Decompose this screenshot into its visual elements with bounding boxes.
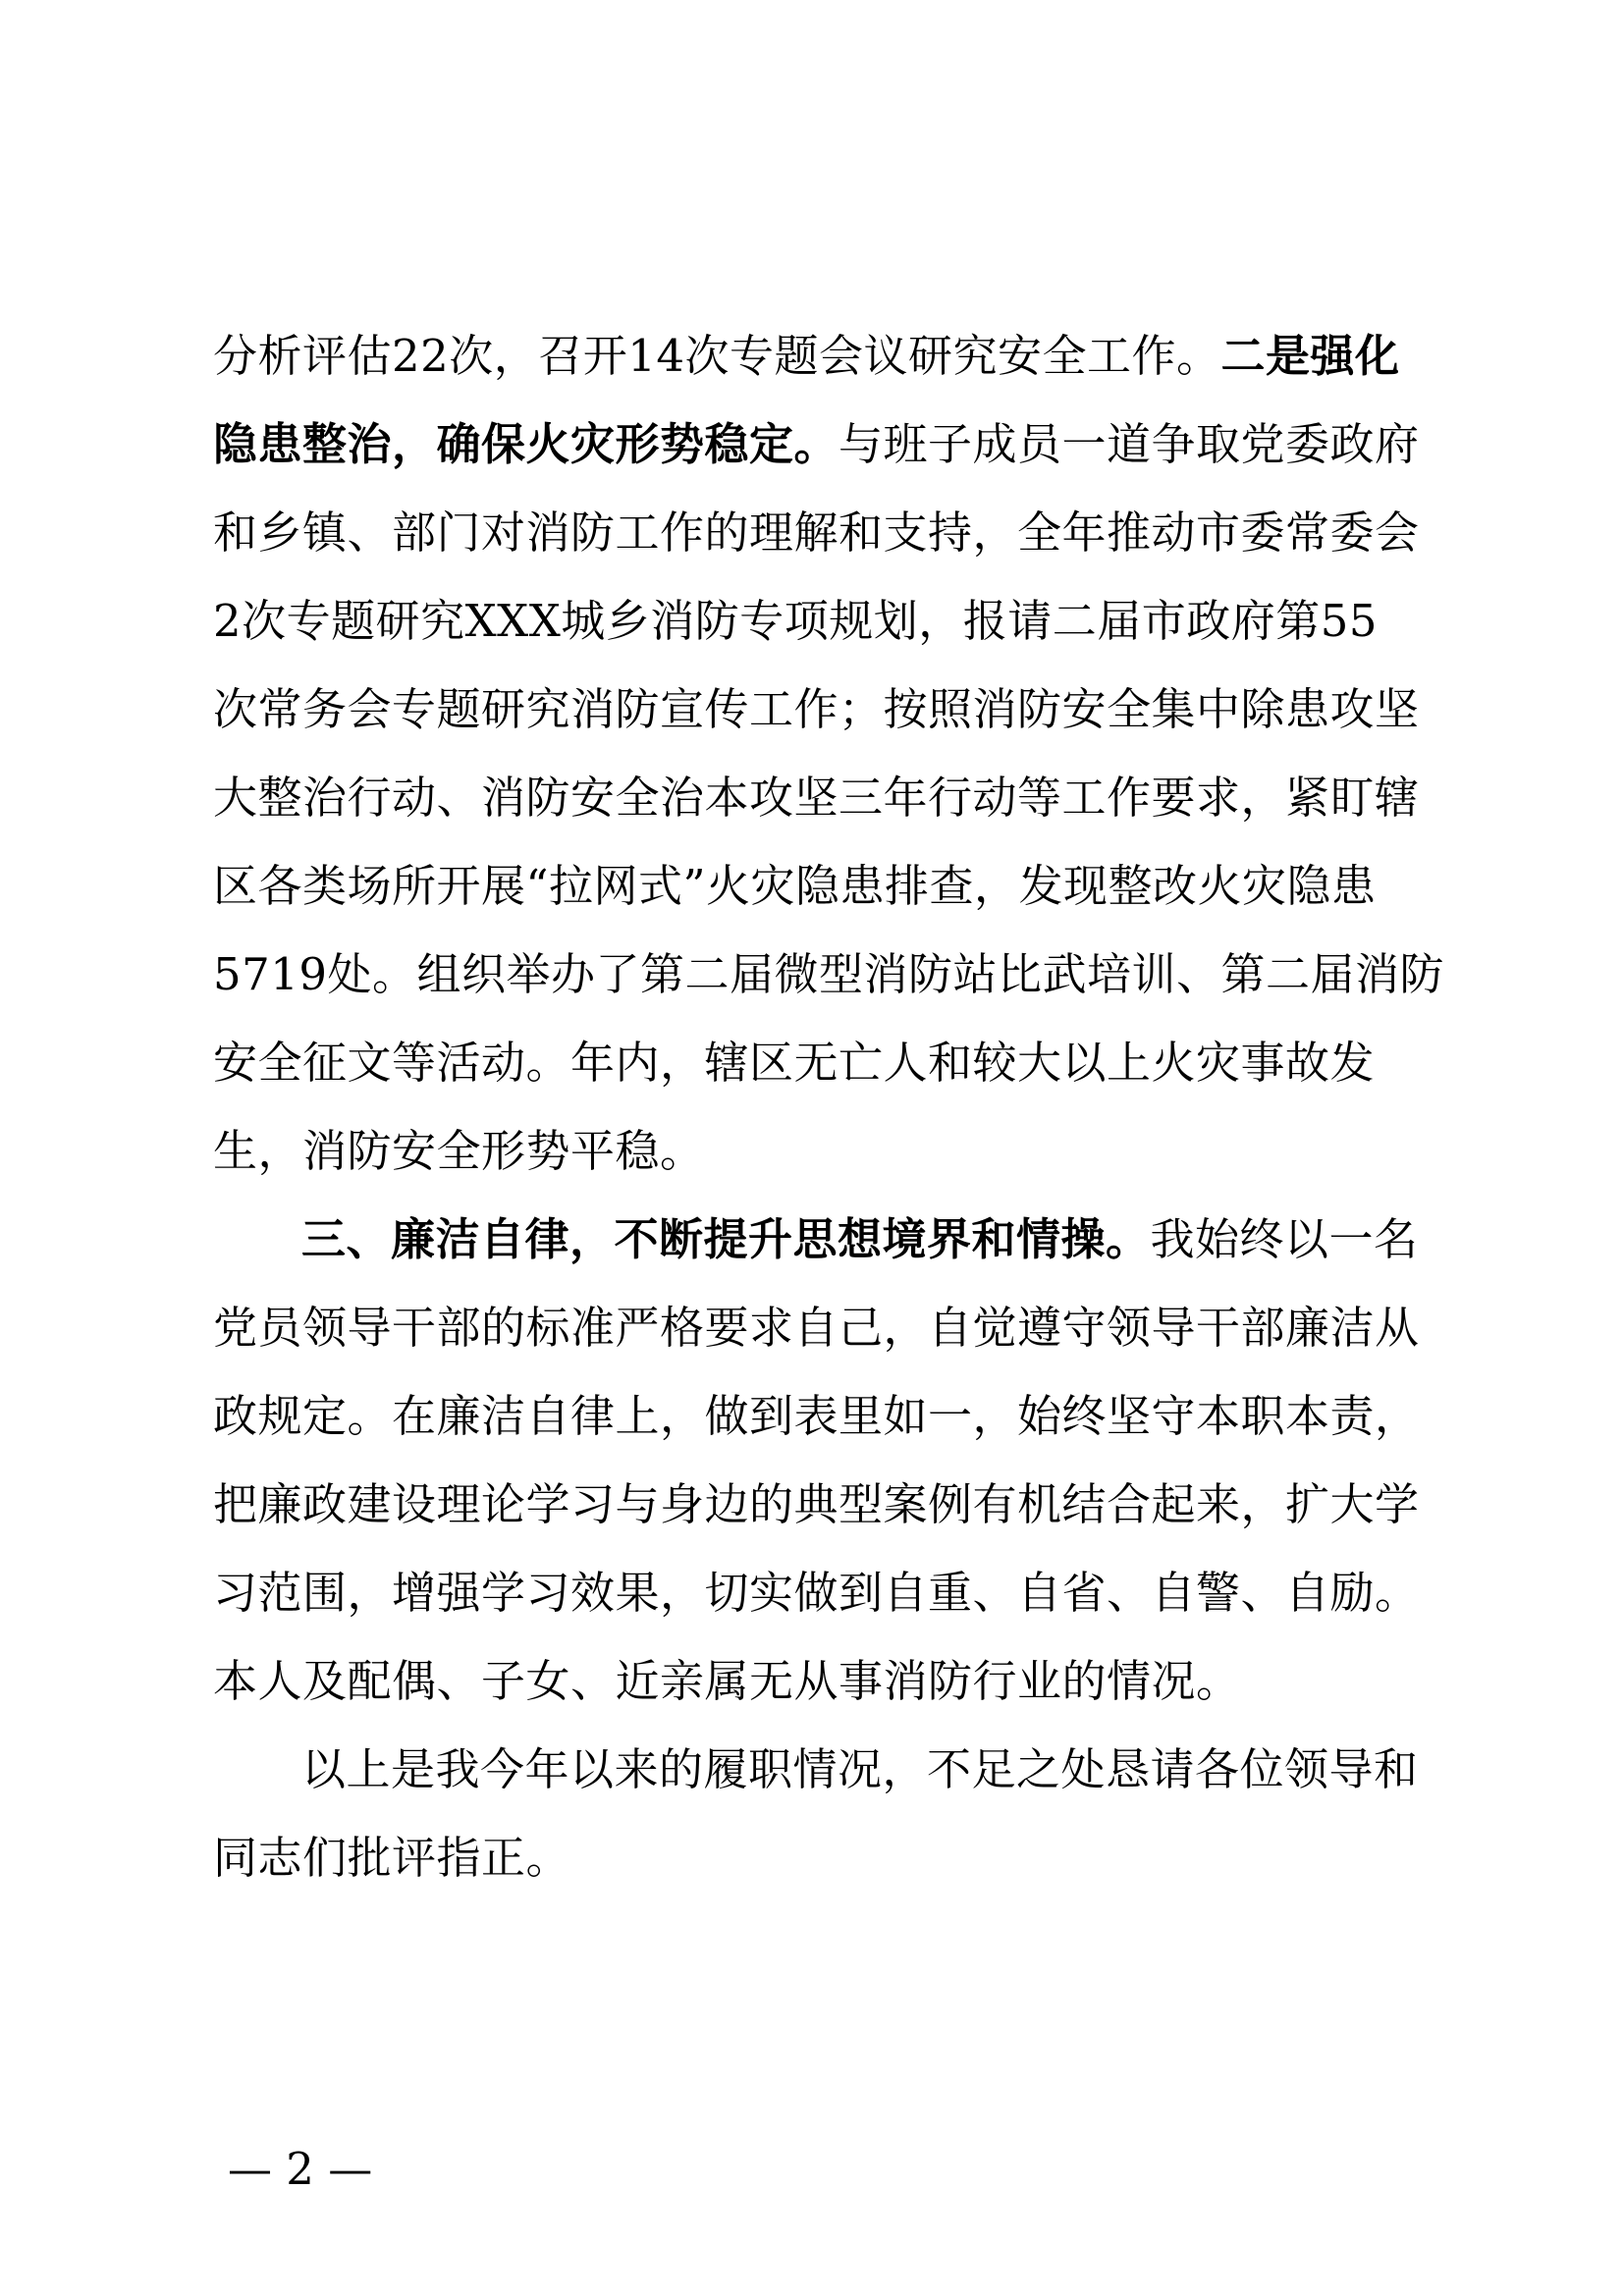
text-line: 本人及配偶、子女、近亲属无从事消防行业的情况。 xyxy=(213,1655,1241,1707)
text-line: 同志们批评指正。 xyxy=(213,1832,571,1884)
bold-heading-segment: 二是强化 xyxy=(1220,330,1400,382)
text-line: 习范围，增强学习效果，切实做到自重、自省、自警、自励。 xyxy=(213,1567,1420,1619)
page-number: — 2 — xyxy=(228,2143,373,2195)
text-segment: 我始终以一名 xyxy=(1150,1213,1419,1265)
text-segment: 分析评估22次，召开14次专题会议研究安全工作。 xyxy=(213,330,1221,382)
text-line: 大整治行动、消防安全治本攻坚三年行动等工作要求，紧盯辖 xyxy=(213,772,1420,824)
section-heading-line xyxy=(213,1196,1421,1284)
text-line: 政规定。在廉洁自律上，做到表里如一，始终坚守本职本责， xyxy=(213,1390,1420,1442)
text-line: 安全征文等活动。年内，辖区无亡人和较大以上火灾事故发 xyxy=(213,1037,1376,1089)
text-segment: 与班子成员一道争取党委政府 xyxy=(839,418,1420,470)
text-line xyxy=(213,312,1421,400)
text-line: 次常务会专题研究消防宣传工作；按照消防安全集中除患攻坚 xyxy=(213,683,1420,735)
bold-heading-segment: 隐患整治，确保火灾形势稳定。 xyxy=(213,418,839,470)
text-line: 党员领导干部的标准严格要求自己，自觉遵守领导干部廉洁从 xyxy=(213,1302,1420,1354)
text-line: 2次专题研究XXX城乡消防专项规划，报请二届市政府第55 xyxy=(213,595,1379,647)
text-line: 把廉政建设理论学习与身边的典型案例有机结合起来，扩大学 xyxy=(213,1478,1420,1530)
text-line: 区各类场所开展“拉网式”火灾隐患排查，发现整改火灾隐患 xyxy=(213,860,1377,912)
text-line: 生，消防安全形势平稳。 xyxy=(213,1125,705,1177)
text-line: 和乡镇、部门对消防工作的理解和支持，全年推动市委常委会 xyxy=(213,507,1420,559)
text-line: 以上是我今年以来的履职情况，不足之处恳请各位领导和 xyxy=(301,1743,1419,1795)
text-line: 5719处。组织举办了第二届微型消防站比武培训、第二届消防 xyxy=(213,948,1445,1000)
section-heading: 三、廉洁自律，不断提升思想境界和情操。 xyxy=(301,1213,1151,1265)
text-line xyxy=(213,400,1421,489)
document-body xyxy=(213,312,1445,1902)
